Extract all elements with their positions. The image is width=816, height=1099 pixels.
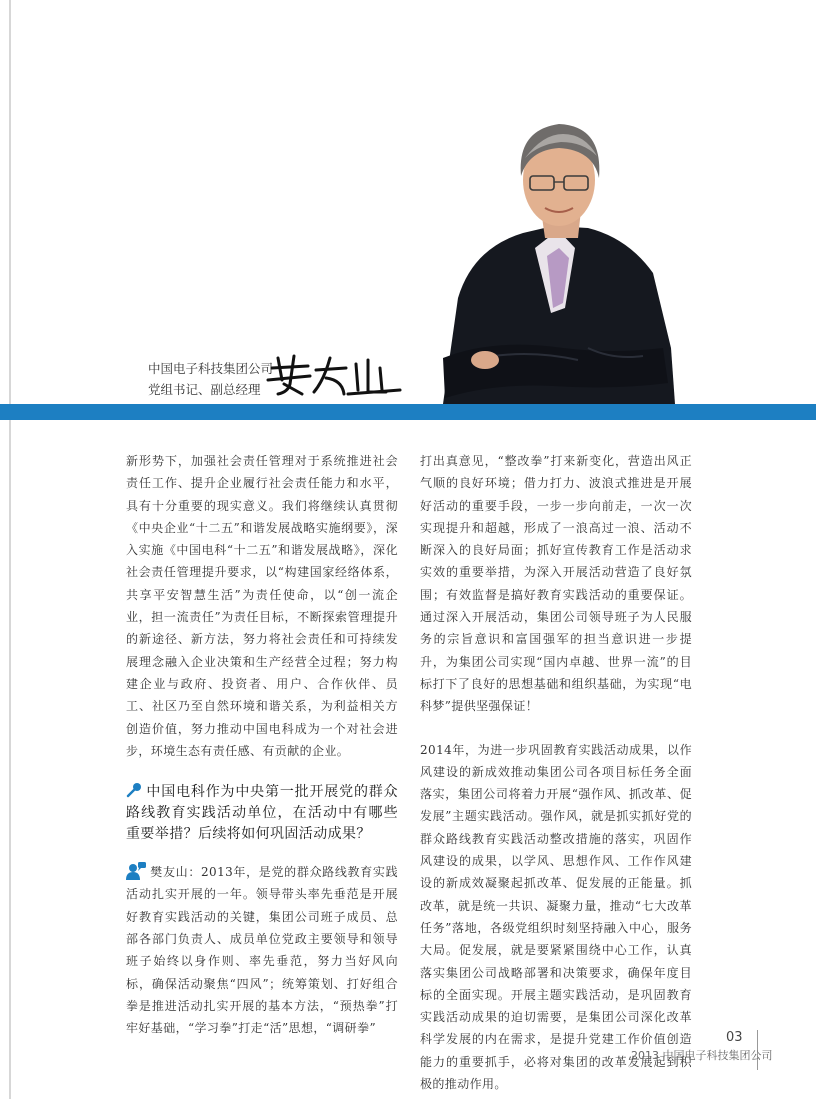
company-name: 中国电子科技集团公司 <box>148 361 274 376</box>
blue-divider-band <box>0 404 816 420</box>
question-text: 中国电科作为中央第一批开展党的群众路线教育实践活动单位，在活动中有哪些重要举措？后续将如何巩固活动成果？ <box>126 784 398 843</box>
intro-paragraph: 新形势下，加强社会责任管理对于系统推进社会责任工作、提升企业履行社会责任能力和水平，具有十分重要的现实意义。我们将继续认真贯彻《中央企业“十二五”和谐发展战略实施纲要》，深入实施《中国电科“十二五”和谐发展战略》，深化社会责任管理提升要求，以“构建国家经络体系，共享平安智慧生活”为责任使命，以“创一流企业，担一流责任”为责任目标，不断探索管理提升的新途径、新方法，努力将社会责任和可持续发展理念融入企业决策和生产经营全过程；努力构建企业与政府、投资者、用户、合作伙伴、员工、社区乃至自然环境和谐关系，为利益相关方创造价值，努力推动中国电科成为一个对社会进步，环境生态有责任感、有贡献的企业。 <box>126 454 398 758</box>
plan-2014-paragraph: 2014年，为进一步巩固教育实践活动成果，以作风建设的新成效推动集团公司各项目标任务全面落实，集团公司将着力开展“强作风、抓改革、促发展”主题实践活动。强作风，就是抓实抓好党的群众路线教育实践活动整改措施的落实，巩固作风建设的成果，以学风、思想作风、工作作风建设的新成效凝聚起抓改革、促发展的正能量。抓改革，就是统一共识、凝聚力量，推动“七大改革任务”落地，各级党组织时刻坚持融入中心，服务大局。促发展，就是要紧紧围绕中心工作，认真落实集团公司战略部署和决策要求，确保年度目标的全面实现。开展主题实践活动，是巩固教育实践活动成果的迫切需要，是集团公司深化改革科学发展的内在需求，是提升党建工作价值创造能力的重要抓手，必将对集团的改革发展起到积极的推动作用。 <box>420 742 692 1092</box>
report-title: 2013 中国电子科技集团公司 <box>631 1049 773 1062</box>
right-text-column <box>420 450 692 1095</box>
answer-continuation-paragraph: 打出真意见，“整改拳”打来新变化，营造出风正气顺的良好环境；借力打力、波浪式推进是开展好活动的重要手段，一步一步向前走，一次一次实现提升和超越，形成了一浪高过一浪、活动不断深入的良好局面；抓好宣传教育工作是活动求实效的重要举措，为深入开展活动营造了良好氛围；有效监督是搞好教育实践活动的重要保证。通过深入开展活动，集团公司领导班子为人民服务的宗旨意识和富国强军的担当意识进一步提升，为集团公司实现“国内卓越、世界一流”的目标打下了良好的思想基础和组织基础，为实现“电科梦”提供坚强保证！ <box>420 454 692 714</box>
handwritten-signature <box>264 350 404 400</box>
executive-title: 党组书记、副总经理 <box>148 382 261 397</box>
interview-question <box>126 782 398 845</box>
executive-caption <box>148 358 273 400</box>
speaker-person-icon <box>126 862 146 880</box>
page-edge-rule <box>9 0 11 1099</box>
executive-portrait <box>413 98 688 404</box>
page-number: 03 <box>726 1030 743 1045</box>
answer-text: 樊友山：2013年，是党的群众路线教育实践活动扎实开展的一年。领导带头率先垂范是开展好教育实践活动的关键，集团公司班子成员、总部各部门负责人、成员单位党政主要领导和领导班子始终以身作则、率先垂范，努力当好风向标，确保活动聚焦“四风”；统筹策划、打好组合拳是推进活动扎实开展的基本方法，“预热拳”打牢好基础，“学习拳”打走“活”思想，“调研拳” <box>126 865 398 1036</box>
answer-paragraph <box>126 861 398 1039</box>
microphone-icon <box>126 782 142 798</box>
left-text-column <box>126 450 398 1040</box>
